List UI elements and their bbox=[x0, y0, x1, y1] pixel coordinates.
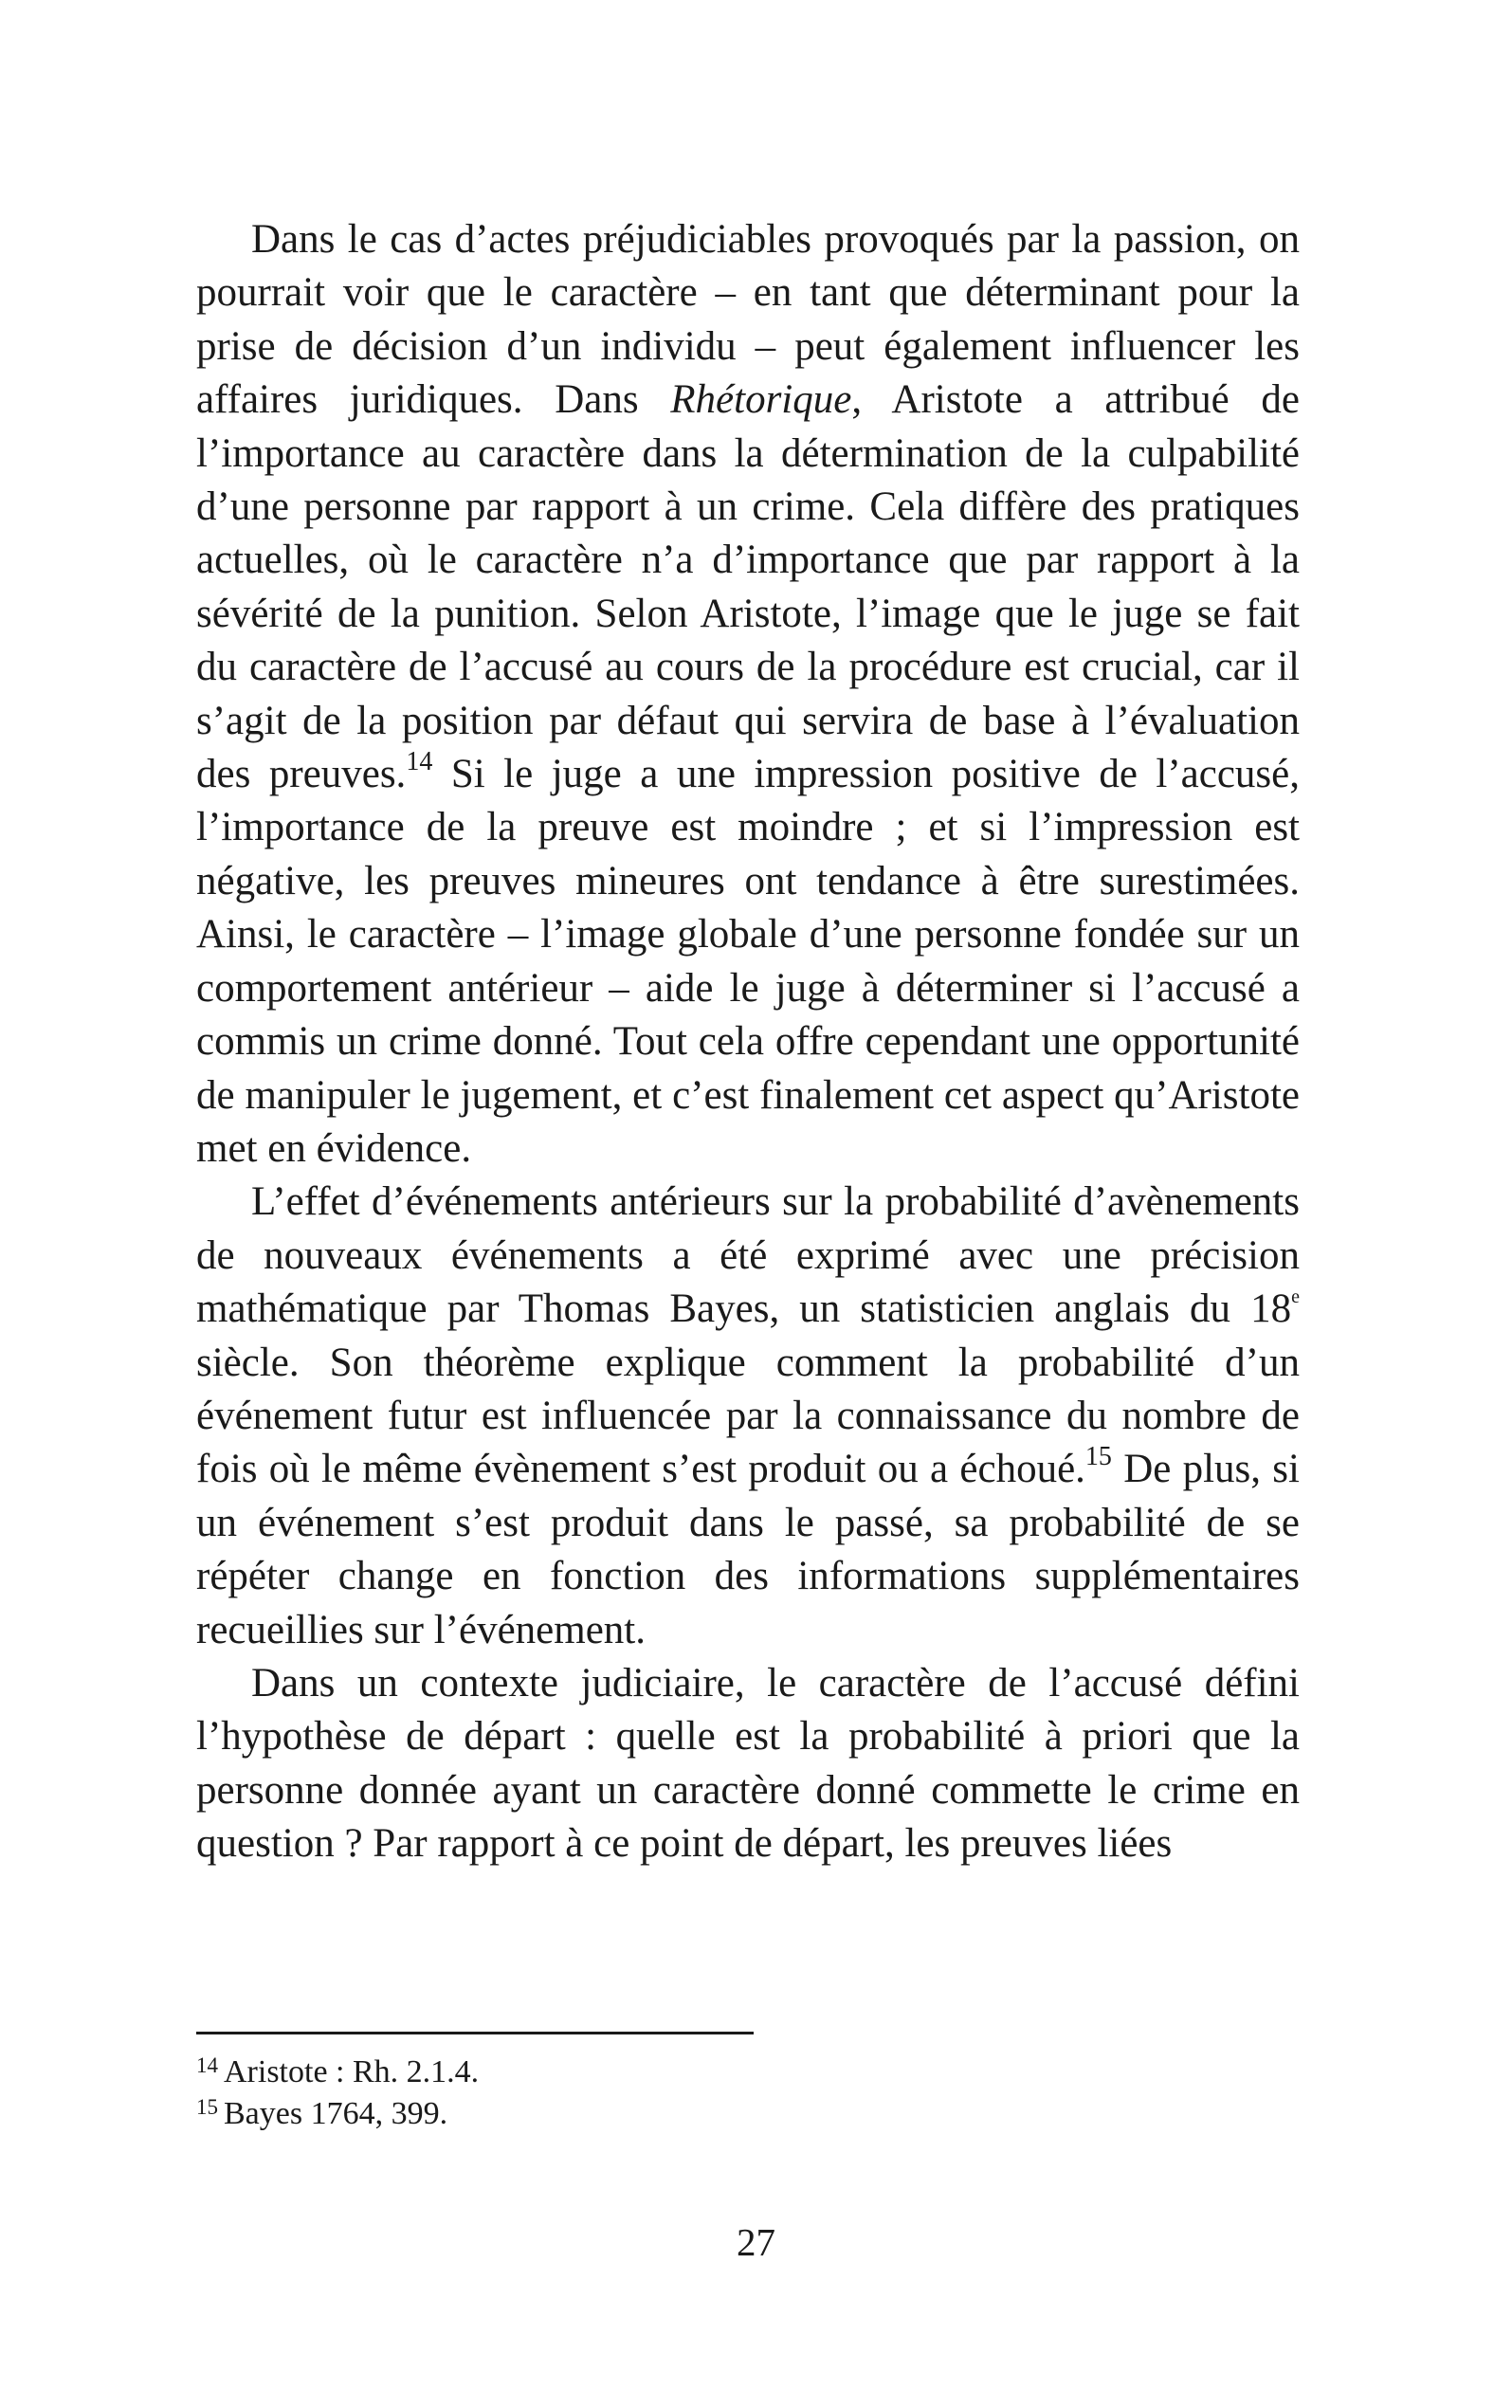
footnote-ref-14: 14 bbox=[406, 747, 433, 777]
footnote-ref-15: 15 bbox=[1084, 1442, 1112, 1472]
paragraph-1-part-1: Dans le cas d’actes préjudiciables provoqués par la passion, on pourrait voir que le caractère – en tant que déterminant pour la prise de décision d’un individu – peut également influencer les affaires juridiques. Dans bbox=[196, 217, 1300, 423]
page-number: 27 bbox=[737, 2220, 775, 2264]
ordinal-suffix: e bbox=[1291, 1286, 1300, 1308]
footnote-15 bbox=[196, 2093, 1300, 2135]
footnote-mark: 15 bbox=[196, 2095, 218, 2119]
footnote-divider bbox=[196, 2032, 754, 2034]
footnote-14 bbox=[196, 2052, 1300, 2093]
paragraph-1-part-3: Si le juge a une impression positive de l’accusé, l’importance de la preuve est moindre ; et si l’impression est négative, les preuves mineures ont tendance à être surestimées. Ainsi, le caractère – l’image globale d’une personne fondée sur un comportement antérieur – aide le juge à déterminer si l’accusé a commis un crime donné. Tout cela offre cependant une opportunité de manipuler le jugement, et c’est finalement cet aspect qu’Aristote met en évidence. bbox=[196, 752, 1301, 1171]
paragraph-1 bbox=[196, 213, 1300, 1176]
footnote-text: Aristote : Rh. 2.1.4. bbox=[224, 2054, 480, 2089]
footnote-mark: 14 bbox=[196, 2053, 218, 2077]
paragraph-1-part-2: , Aristote a attribué de l’importance au caractère dans la détermination de la culpabilité d’une personne par rapport à un crime. Cela diffère des pratiques actuelles, où le caractère n’a d’importance que par rapport à la sévérité de la punition. Selon Aristote, l’image que le juge se fait du caractère de l’accusé au cours de la procédure est crucial, car il s’agit de la position par défaut qui servira de base à l’évaluation des preuves. bbox=[196, 377, 1300, 797]
paragraph-2-part-3: De plus, si un événement s’est produit dans le passé, sa probabilité de se répéter change en fonction des informations supplémentaires recueillies sur l’événement. bbox=[196, 1447, 1300, 1652]
body-text bbox=[196, 213, 1300, 1871]
footnote-text: Bayes 1764, 399. bbox=[224, 2096, 448, 2131]
paragraph-3-text: Dans un contexte judiciaire, le caractère de l’accusé défini l’hypothèse de départ : quelle est la probabilité à priori que la personne donnée ayant un caractère donné commette le crime en question ? Par rapport à ce point de départ, les preuves liées bbox=[196, 1660, 1300, 1867]
italic-work-title: Rhétorique bbox=[670, 377, 852, 423]
footnotes bbox=[196, 2052, 1300, 2135]
paragraph-2-part-2: siècle. Son théorème explique comment la probabilité d’un événement futur est influencée par la connaissance du nombre de fois où le même évènement s’est produit ou a échoué. bbox=[196, 1340, 1300, 1492]
paragraph-3 bbox=[196, 1657, 1300, 1871]
paragraph-2-part-1: L’effet d’événements antérieurs sur la probabilité d’avènements de nouveaux événements a été exprimé avec une précision mathématique par Thomas Bayes, un statisticien anglais du 18 bbox=[196, 1179, 1300, 1332]
paragraph-2 bbox=[196, 1176, 1300, 1657]
